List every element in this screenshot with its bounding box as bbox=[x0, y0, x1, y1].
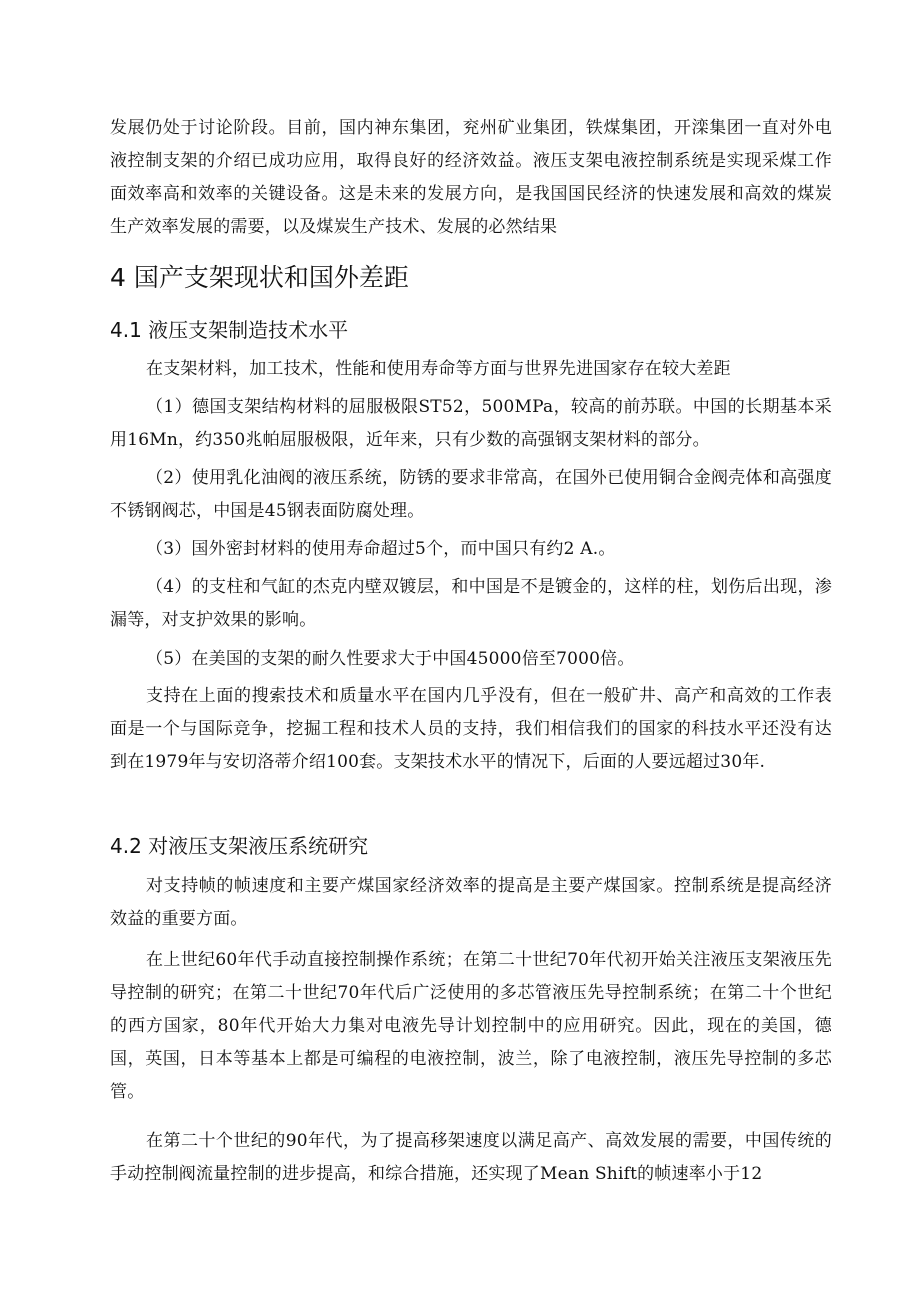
paragraph-history: 在上世纪60年代手动直接控制操作系统；在第二十世纪70年代初开始关注液压支架液压先导控制的研究；在第二十世纪70年代后广泛使用的多芯管液压先导控制系统；在第二十个世纪的西方国家，80年代开始大力集对电液先导计划控制中的应用研究。因此，现在的美国，德国，英国，日本等基本上都是可编程的电液控制，波兰，除了电液控制，液压先导控制的多芯管。 bbox=[110, 950, 832, 1102]
paragraph-control-system: 对支持帧的帧速度和主要产煤国家经济效率的提高是主要产煤国家。控制系统是提高经济效益的重要方面。 bbox=[110, 876, 832, 929]
paragraph-gap-summary: 在支架材料，加工技术，性能和使用寿命等方面与世界先进国家存在较大差距 bbox=[146, 359, 731, 379]
list-item-2: （2）使用乳化油阀的液压系统，防锈的要求非常高，在国外已使用铜合金阀壳体和高强度不锈钢阀芯，中国是45钢表面防腐处理。 bbox=[110, 468, 832, 521]
paragraph-intro: 发展仍处于讨论阶段。目前，国内神东集团，兖州矿业集团，铁煤集团，开滦集团一直对外电液控制支架的介绍已成功应用，取得良好的经济效益。液压支架电液控制系统是实现采煤工作面效率高和效率的关键设备。这是未来的发展方向，是我国国民经济的快速发展和高效的煤炭生产效率发展的需要，以及煤炭生产技术、发展的必然结果 bbox=[110, 118, 832, 237]
paragraph-support-tech: 支持在上面的搜索技术和质量水平在国内几乎没有，但在一般矿井、高产和高效的工作表面是一个与国际竞争，挖掘工程和技术人员的支持，我们相信我们的国家的科技水平还没有达到在1979年与安切洛蒂介绍100套。支架技术水平的情况下，后面的人要远超过30年. bbox=[110, 686, 832, 772]
paragraph-1990s: 在第二十个世纪的90年代，为了提高移架速度以满足高产、高效发展的需要，中国传统的手动控制阀流量控制的进步提高，和综合措施，还实现了Mean Shift的帧速率小于12 bbox=[110, 1131, 832, 1184]
section-heading-4-2: 4.2 对液压支架液压系统研究 bbox=[110, 834, 369, 858]
list-item-5: （5）在美国的支架的耐久性要求大于中国45000倍至7000倍。 bbox=[146, 649, 635, 669]
list-item-1: （1）德国支架结构材料的屈服极限ST52，500MPa，较高的前苏联。中国的长期基本采用16Mn，约350兆帕屈服极限，近年来，只有少数的高强钢支架材料的部分。 bbox=[110, 397, 832, 450]
section-heading-4-1: 4.1 液压支架制造技术水平 bbox=[110, 318, 349, 342]
list-item-3: （3）国外密封材料的使用寿命超过5个，而中国只有约2 A.。 bbox=[146, 539, 616, 559]
section-heading-4: 4 国产支架现状和国外差距 bbox=[110, 263, 409, 292]
list-item-4: （4）的支柱和气缸的杰克内壁双镀层，和中国是不是镀金的，这样的柱，划伤后出现，渗漏等，对支护效果的影响。 bbox=[110, 577, 832, 630]
